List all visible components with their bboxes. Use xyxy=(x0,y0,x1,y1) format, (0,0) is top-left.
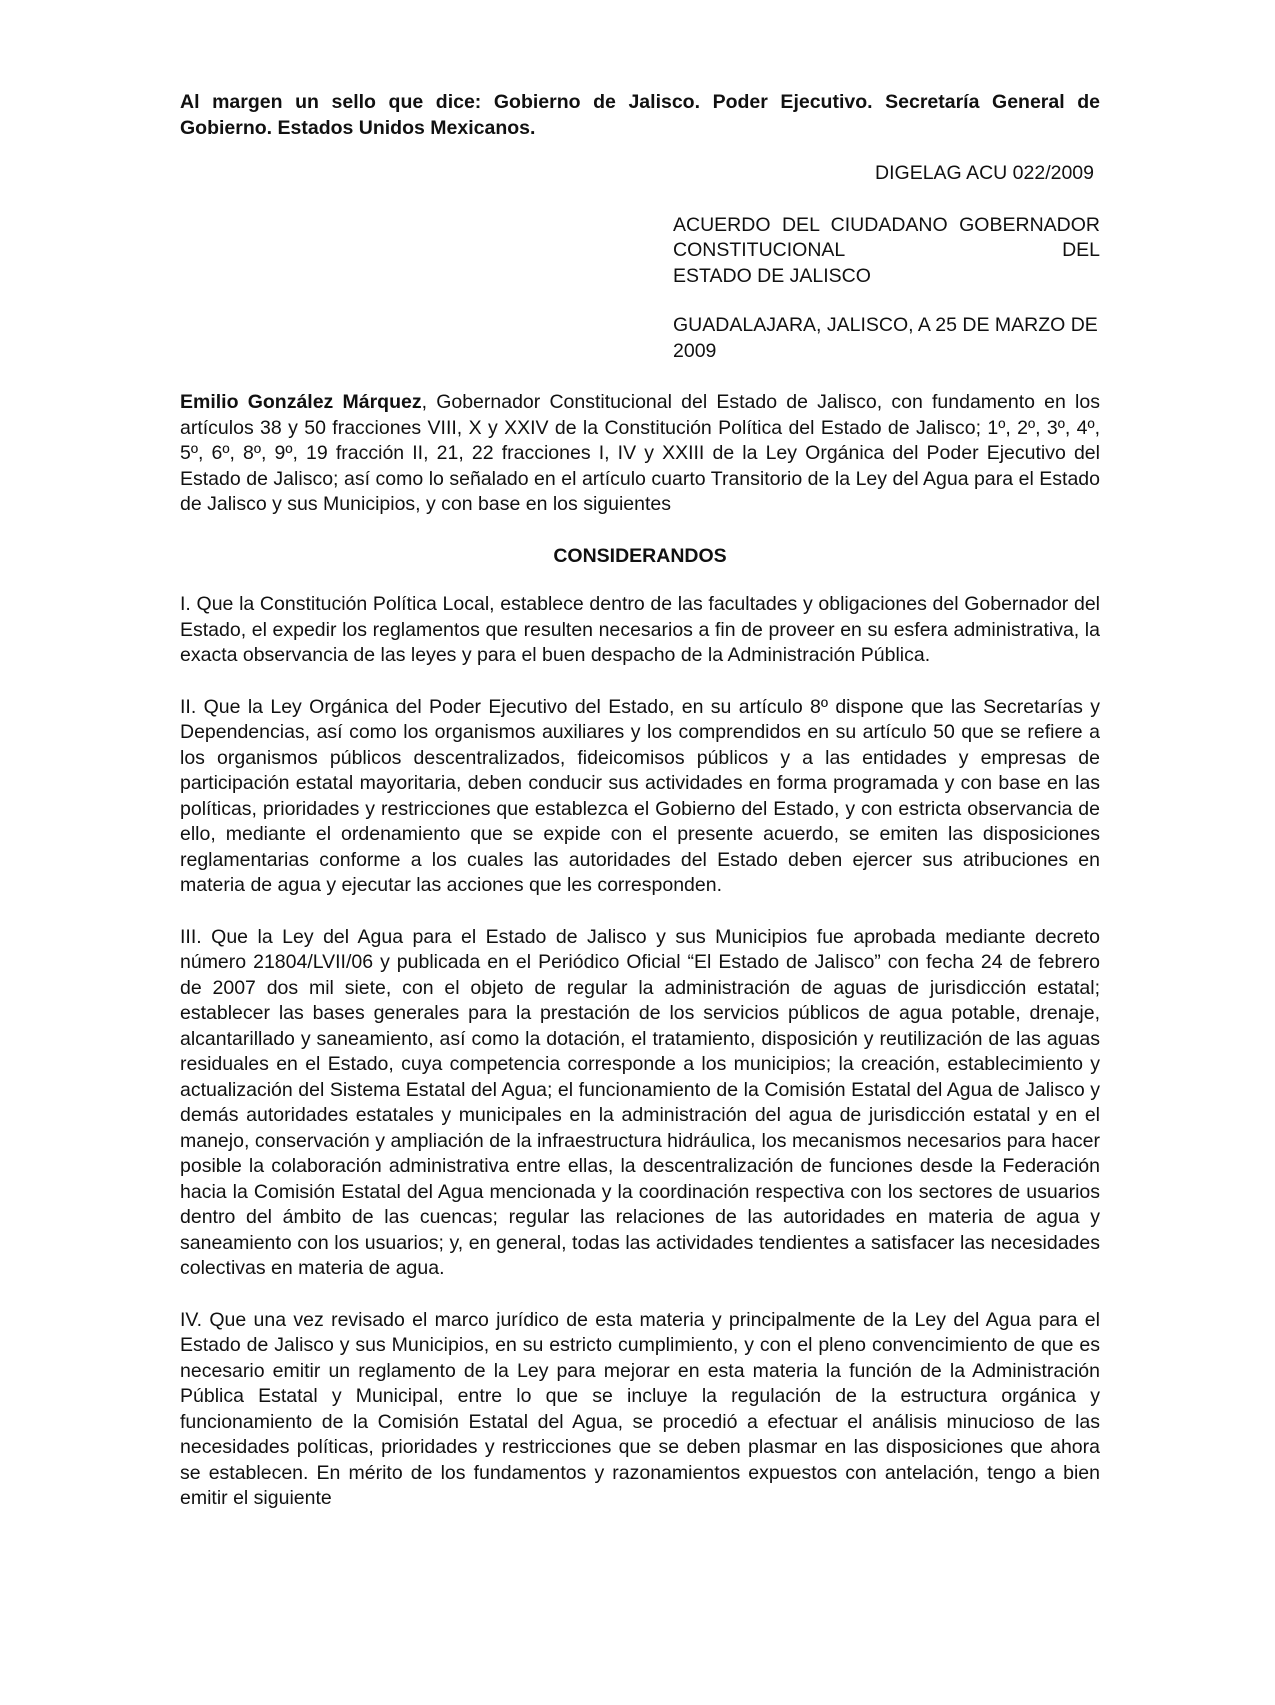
stamp-text: Al margen un sello que dice: Gobierno de Jalisco. Poder Ejecutivo. Secretaría General de Gobierno. Estados Unidos Mexicanos. xyxy=(180,91,1100,139)
document-reference: DIGELAG ACU 022/2009 xyxy=(875,162,1094,184)
section-heading: CONSIDERANDOS xyxy=(553,544,727,567)
acuerdo-block xyxy=(673,213,1100,365)
governor-name: Emilio González Márquez xyxy=(180,391,422,413)
considerando-paragraph: IV. Que una vez revisado el marco jurídico de esta materia y principalmente de la Ley del Agua para el Estado de Jalisco y sus Municipios, en su estricto cumplimiento, y con el pleno convencimiento de que es necesario emitir un reglamento de la Ley para mejorar en esta materia la función de la Administración Pública Estatal y Municipal, entre lo que se incluye la regulación de la estructura orgánica y funcionamiento de la Comisión Estatal del Agua, se procedió a efectuar el análisis minucioso de las necesidades políticas, prioridades y restricciones que se deben plasmar en las disposiciones que ahora se establecen. En mérito de los fundamentos y razonamientos expuestos con antelación, tengo a bien emitir el siguiente xyxy=(180,1308,1100,1509)
considerando-paragraph: I. Que la Constitución Política Local, establece dentro de las facultades y obligaciones del Gobernador del Estado, el expedir los reglamentos que resulten necesarios a fin de proveer en su esfera administrativa, la exacta observancia de las leyes y para el buen despacho de la Administración Pública. xyxy=(180,593,1100,666)
document-page xyxy=(180,90,1100,1512)
intro-paragraph xyxy=(180,390,1100,518)
date-place: GUADALAJARA, JALISCO, A 25 DE MARZO DE 2009 xyxy=(673,314,1098,362)
acuerdo-title-line2: ESTADO DE JALISCO xyxy=(673,264,871,287)
intro-text: , Gobernador Constitucional del Estado de Jalisco, con fundamento en los artículos 38 y 50 fracciones VIII, X y XXIV de la Constitución Política del Estado de Jalisco; 1º, 2º, 3º, 4º, 5º, 6º, 8º, 9º, 19 fracción II, 21, 22 fracciones I, IV y XXIII de la Ley Orgánica del Poder Ejecutivo del Estado de Jalisco; así como lo señalado en el artículo cuarto Transitorio de la Ley del Agua para el Estado de Jalisco y sus Municipios, y con base en los siguientes xyxy=(180,391,1100,515)
considerando-paragraph: II. Que la Ley Orgánica del Poder Ejecutivo del Estado, en su artículo 8º dispone que las Secretarías y Dependencias, así como los organismos auxiliares y los comprendidos en su artículo 50 que se refiere a los organismos públicos descentralizados, fideicomisos públicos y a las entidades y empresas de participación estatal mayoritaria, deben conducir sus actividades en forma programada y con base en las políticas, prioridades y restricciones que establezca el Gobierno del Estado, y con estricta observancia de ello, mediante el ordenamiento que se expide con el presente acuerdo, se emiten las disposiciones reglamentarias conforme a los cuales las autoridades del Estado deben ejercer sus atribuciones en materia de agua y ejecutar las acciones que les corresponden. xyxy=(180,695,1100,896)
acuerdo-title-line1: ACUERDO DEL CIUDADANO GOBERNADOR CONSTITUCIONAL DEL xyxy=(673,213,1100,261)
considerando-paragraph: III. Que la Ley del Agua para el Estado de Jalisco y sus Municipios fue aprobada mediante decreto número 21804/LVII/06 y publicada en el Periódico Oficial “El Estado de Jalisco” con fecha 24 de febrero de 2007 dos mil siete, con el objeto de regular la administración de aguas de jurisdicción estatal; establecer las bases generales para la prestación de los servicios públicos de agua potable, drenaje, alcantarillado y saneamiento, así como la dotación, el tratamiento, disposición y reutilización de las aguas residuales en el Estado, cuya competencia corresponde a los municipios; la creación, establecimiento y actualización del Sistema Estatal del Agua; el funcionamiento de la Comisión Estatal del Agua de Jalisco y demás autoridades estatales y municipales en la administración del agua de jurisdicción estatal y en el manejo, conservación y ampliación de la infraestructura hidráulica, los mecanismos necesarios para hacer posible la colaboración administrativa entre ellas, la descentralización de funciones desde la Federación hacia la Comisión Estatal del Agua mencionada y la coordinación respectiva con los sectores de usuarios dentro del ámbito de las cuencas; regular las relaciones de las autoridades en materia de agua y saneamiento con los usuarios; y, en general, todas las actividades tendientes a satisfacer las necesidades colectivas en materia de agua. xyxy=(180,925,1100,1279)
